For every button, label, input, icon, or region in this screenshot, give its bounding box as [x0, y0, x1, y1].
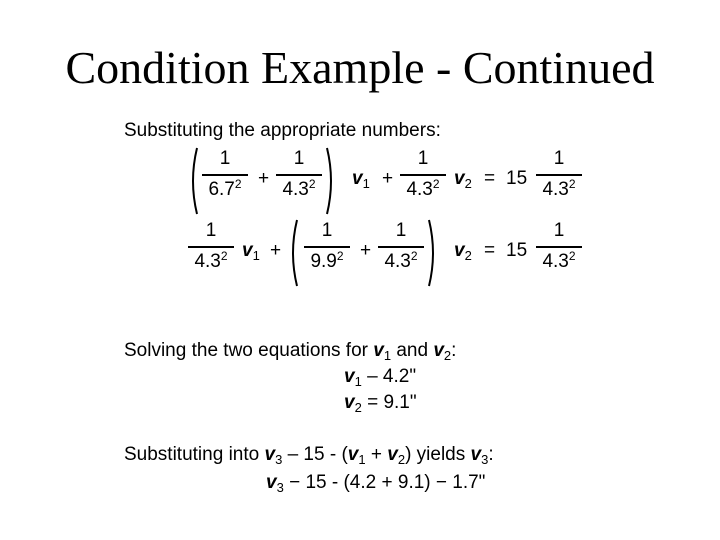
right-paren [426, 218, 440, 288]
numerator: 1 [321, 220, 333, 241]
numerator: 1 [553, 220, 565, 241]
denominator: $4.3^2$ [406, 177, 440, 200]
substituting-text: Substituting into $v_3 - 15 - (v_1 + v_2)$ yields $v_3$: [124, 444, 494, 467]
intro-text: Substituting the appropriate numbers: [124, 120, 441, 141]
constant: 15 [506, 168, 528, 189]
plus-sign: + [382, 168, 394, 189]
left-paren [186, 146, 200, 216]
equation-1 [186, 146, 596, 216]
numerator: 1 [219, 148, 231, 169]
result-v2: $v_2 = 9.1$" [344, 392, 417, 415]
numerator: 1 [417, 148, 429, 169]
fraction [304, 218, 350, 274]
plus-sign: + [270, 240, 282, 261]
plus-sign: + [360, 240, 372, 261]
fraction [378, 218, 424, 274]
denominator: $9.9^2$ [310, 249, 344, 272]
left-paren [286, 218, 300, 288]
equals-sign: = [484, 240, 496, 261]
fraction [536, 146, 582, 202]
fraction [188, 218, 234, 274]
variable-v1: $v_1$ [352, 168, 370, 191]
fraction [202, 146, 248, 202]
variable-v1: $v_1$ [242, 240, 260, 263]
variable-v2: $v_2$ [454, 240, 472, 263]
denominator: $6.7^2$ [208, 177, 242, 200]
denominator: $4.3^2$ [384, 249, 418, 272]
denominator: $4.3^2$ [282, 177, 316, 200]
denominator: $4.3^2$ [542, 249, 576, 272]
denominator: $4.3^2$ [194, 249, 228, 272]
numerator: 1 [293, 148, 305, 169]
fraction [400, 146, 446, 202]
denominator: $4.3^2$ [542, 177, 576, 200]
constant: 15 [506, 240, 528, 261]
numerator: 1 [553, 148, 565, 169]
fraction [276, 146, 322, 202]
solving-text: Solving the two equations for $v_1$ and $v_2$: [124, 340, 457, 363]
slide-title: Condition Example - Continued [65, 42, 655, 93]
numerator: 1 [205, 220, 217, 241]
result-v3: $v_3 - 15 - (4.2 + 9.1) - 1.7$" [266, 472, 486, 495]
right-paren [324, 146, 338, 216]
equals-sign: = [484, 168, 496, 189]
variable-v2: $v_2$ [454, 168, 472, 191]
equation-2 [186, 218, 596, 288]
numerator: 1 [395, 220, 407, 241]
fraction [536, 218, 582, 274]
result-v1: $v_1 - 4.2$" [344, 366, 417, 389]
plus-sign: + [258, 168, 270, 189]
